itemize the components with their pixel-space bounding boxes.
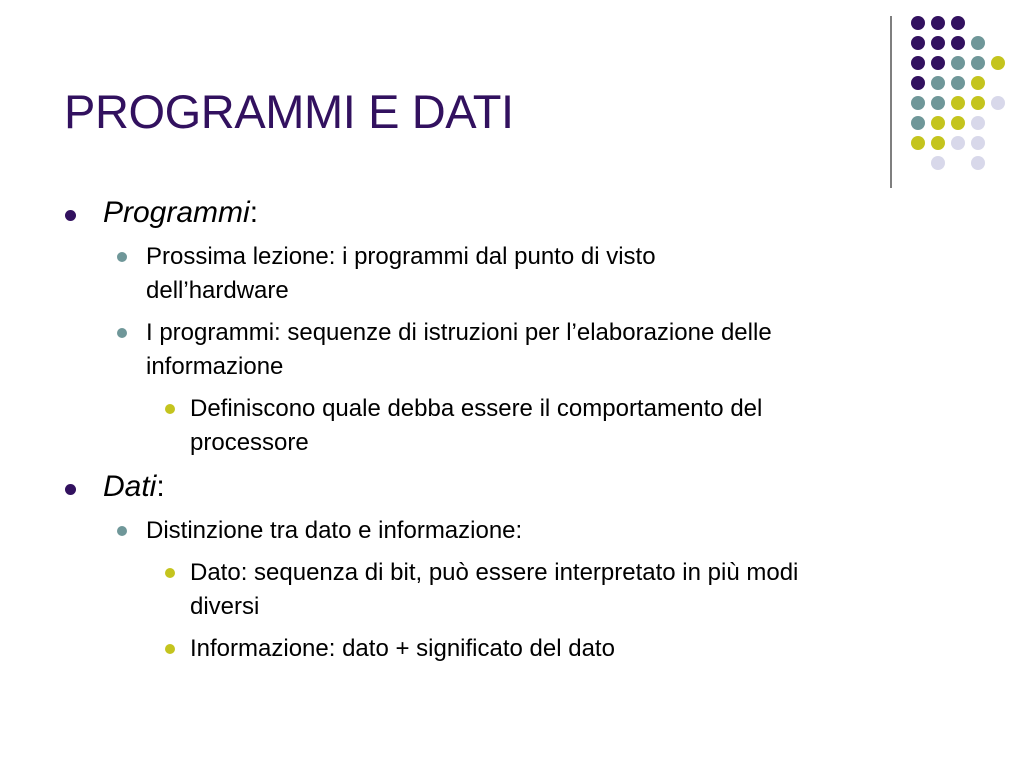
- decor-dot: [991, 56, 1005, 70]
- subitem-text-line-2: diversi: [190, 592, 260, 620]
- decor-dot: [911, 36, 925, 50]
- decor-dot: [911, 116, 925, 130]
- dati-subitem-1: [60, 556, 980, 624]
- bullet-level-1: [65, 210, 76, 221]
- decor-dot: [951, 36, 965, 50]
- programmi-item-1: [60, 240, 980, 308]
- slide-content: [60, 195, 980, 674]
- decor-dot: [931, 36, 945, 50]
- item-text-line-1: I programmi: sequenze di istruzioni per l’elaborazione delle: [146, 319, 772, 347]
- section-dati: [60, 469, 980, 504]
- section-label: Dati: [103, 469, 157, 503]
- decor-dot: [911, 136, 925, 150]
- decor-dot: [971, 116, 985, 130]
- slide-title: PROGRAMMI E DATI: [64, 85, 514, 138]
- decor-dot: [971, 36, 985, 50]
- decor-dot: [971, 136, 985, 150]
- decor-dot: [931, 136, 945, 150]
- item-text-line-1: Prossima lezione: i programmi dal punto di visto: [146, 243, 656, 271]
- item-text-line-2: dell’hardware: [146, 277, 289, 305]
- dati-item-1: [60, 514, 980, 548]
- decor-dot: [951, 56, 965, 70]
- decor-dot: [931, 56, 945, 70]
- decor-dot: [911, 76, 925, 90]
- decor-dot: [951, 116, 965, 130]
- decor-dot: [971, 76, 985, 90]
- section-label-suffix: :: [156, 469, 165, 503]
- item-text-line-2: informazione: [146, 353, 284, 381]
- subitem-text-line-1: Informazione: dato + significato del dato: [190, 634, 615, 662]
- decorative-dot-grid: [911, 16, 1007, 166]
- decor-dot: [911, 96, 925, 110]
- decor-dot: [931, 116, 945, 130]
- programmi-item-2: [60, 316, 980, 384]
- item-text-line-1: Distinzione tra dato e informazione:: [146, 516, 523, 544]
- bullet-level-2: [117, 252, 127, 262]
- bullet-level-3: [165, 644, 175, 654]
- decor-dot: [991, 96, 1005, 110]
- bullet-level-3: [165, 404, 175, 414]
- decorative-divider: [890, 16, 892, 188]
- decor-dot: [971, 156, 985, 170]
- section-label: Programmi: [103, 196, 250, 229]
- bullet-level-2: [117, 526, 127, 536]
- decor-dot: [911, 16, 925, 30]
- section-programmi: [60, 195, 980, 230]
- bullet-level-1: [65, 484, 76, 495]
- bullet-level-3: [165, 568, 175, 578]
- subitem-text-line-2: processore: [190, 429, 309, 457]
- decor-dot: [971, 56, 985, 70]
- section-label-suffix: :: [249, 196, 259, 229]
- decor-dot: [931, 96, 945, 110]
- decor-dot: [951, 136, 965, 150]
- decor-dot: [931, 156, 945, 170]
- decor-dot: [931, 16, 945, 30]
- bullet-level-2: [117, 328, 127, 338]
- programmi-subitem-1: [60, 392, 980, 460]
- decor-dot: [951, 76, 965, 90]
- decor-dot: [931, 76, 945, 90]
- subitem-text-line-1: Dato: sequenza di bit, può essere interpretato in più modi: [190, 558, 799, 586]
- decor-dot: [971, 96, 985, 110]
- decor-dot: [911, 56, 925, 70]
- dati-subitem-2: [60, 632, 980, 666]
- decor-dot: [951, 96, 965, 110]
- subitem-text-line-1: Definiscono quale debba essere il comportamento del: [190, 395, 763, 423]
- decor-dot: [951, 16, 965, 30]
